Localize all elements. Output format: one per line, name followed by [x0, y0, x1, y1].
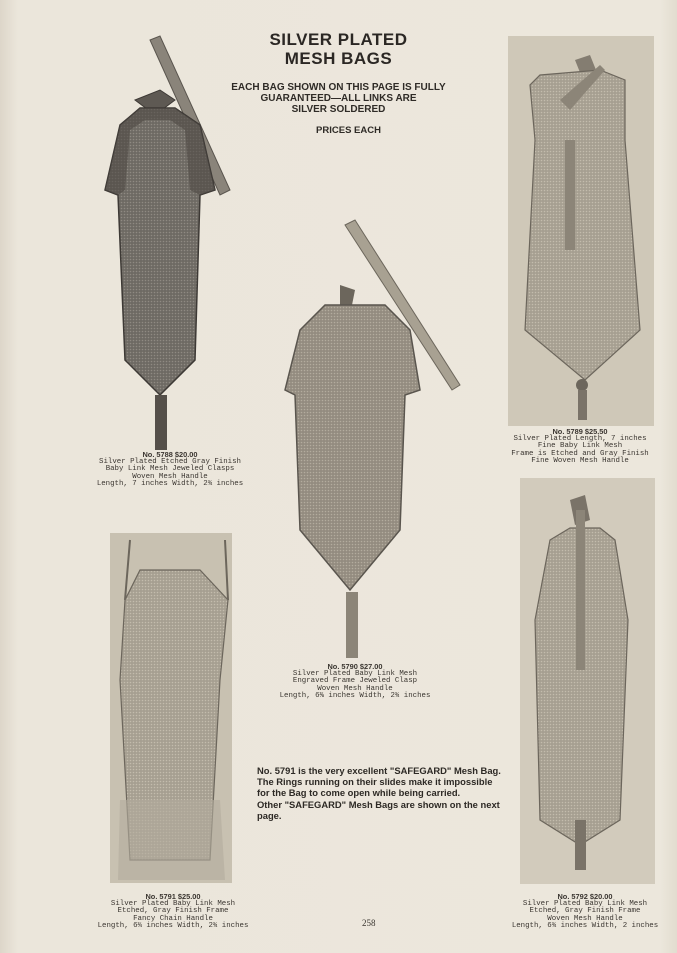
product-5790-desc2: Engraved Frame Jeweled Clasp	[292, 677, 418, 686]
safegard-note-para2: Other "SAFEGARD" Mesh Bags are shown on the next page.	[257, 798, 500, 821]
product-5789-desc1: Silver Plated Length, 7 inches	[513, 434, 647, 443]
product-5792-desc4: Length, 6¾ inches Width, 2 inches	[511, 922, 659, 931]
page-number: 258	[362, 918, 376, 928]
safegard-note-para1: No. 5791 is the very excellent "SAFEGARD" Mesh Bag. The Rings running on their slides make it impossible for the Bag to come open while being carried.	[257, 765, 501, 799]
product-5790-desc4: Length, 6⅜ inches Width, 2¾ inches	[279, 692, 431, 701]
product-5788-number: No. 5788 $20.00	[142, 450, 198, 459]
product-5792-desc3: Woven Mesh Handle	[547, 914, 623, 923]
product-5792-desc1: Silver Plated Baby Link Mesh	[522, 899, 648, 908]
caption-5791	[88, 893, 258, 931]
product-5791-number: No. 5791 $25.00	[145, 892, 201, 901]
product-5788-desc1: Silver Plated Etched Gray Finish	[99, 457, 241, 466]
caption-5788	[90, 451, 250, 489]
bag-5789-photo	[508, 36, 654, 426]
safegard-note	[257, 765, 507, 821]
guarantee-text-line3: SILVER SOLDERED	[291, 104, 386, 115]
product-5788-desc4: Length, 7 inches Width, 2¾ inches	[96, 480, 244, 489]
guarantee-text-line2: GUARANTEED—ALL LINKS ARE	[260, 93, 417, 104]
prices-each-label: PRICES EACH	[316, 125, 381, 136]
product-5791-desc2: Etched, Gray Finish Frame	[117, 907, 229, 916]
product-5788-desc3: Woven Mesh Handle	[132, 472, 208, 481]
product-5792-number: No. 5792 $20.00	[557, 892, 613, 901]
product-5789-desc4: Fine Woven Mesh Handle	[531, 457, 629, 466]
product-5791-desc3: Fancy Chain Handle	[133, 914, 213, 923]
page-title-line1: SILVER PLATED	[269, 30, 408, 49]
bag-5791-photo	[110, 533, 232, 883]
product-5791-desc1: Silver Plated Baby Link Mesh	[110, 899, 236, 908]
bag-5788-image	[105, 36, 230, 450]
page-title-line2: MESH BAGS	[284, 49, 393, 68]
product-5789-number: No. 5789 $25.50	[552, 427, 608, 436]
product-5788-desc2: Baby Link Mesh Jeweled Clasps	[105, 465, 235, 474]
product-5792-desc2: Etched, Gray Finish Frame	[529, 907, 641, 916]
product-5790-desc3: Woven Mesh Handle	[317, 684, 393, 693]
caption-5792	[500, 893, 670, 931]
caption-5790	[270, 663, 440, 701]
guarantee-text-line1: EACH BAG SHOWN ON THIS PAGE IS FULLY	[231, 82, 446, 93]
product-5789-desc2: Fine Baby Link Mesh	[537, 442, 623, 451]
bag-5790-image	[285, 220, 460, 658]
product-5789-desc3: Frame is Etched and Gray Finish	[511, 449, 649, 458]
bag-5792-photo	[520, 478, 655, 884]
product-5791-desc4: Length, 6¾ inches Width, 2¾ inches	[97, 922, 249, 931]
product-5790-number: No. 5790 $27.00	[327, 662, 383, 671]
caption-5789	[500, 428, 660, 466]
product-5790-desc1: Silver Plated Baby Link Mesh	[292, 669, 418, 678]
